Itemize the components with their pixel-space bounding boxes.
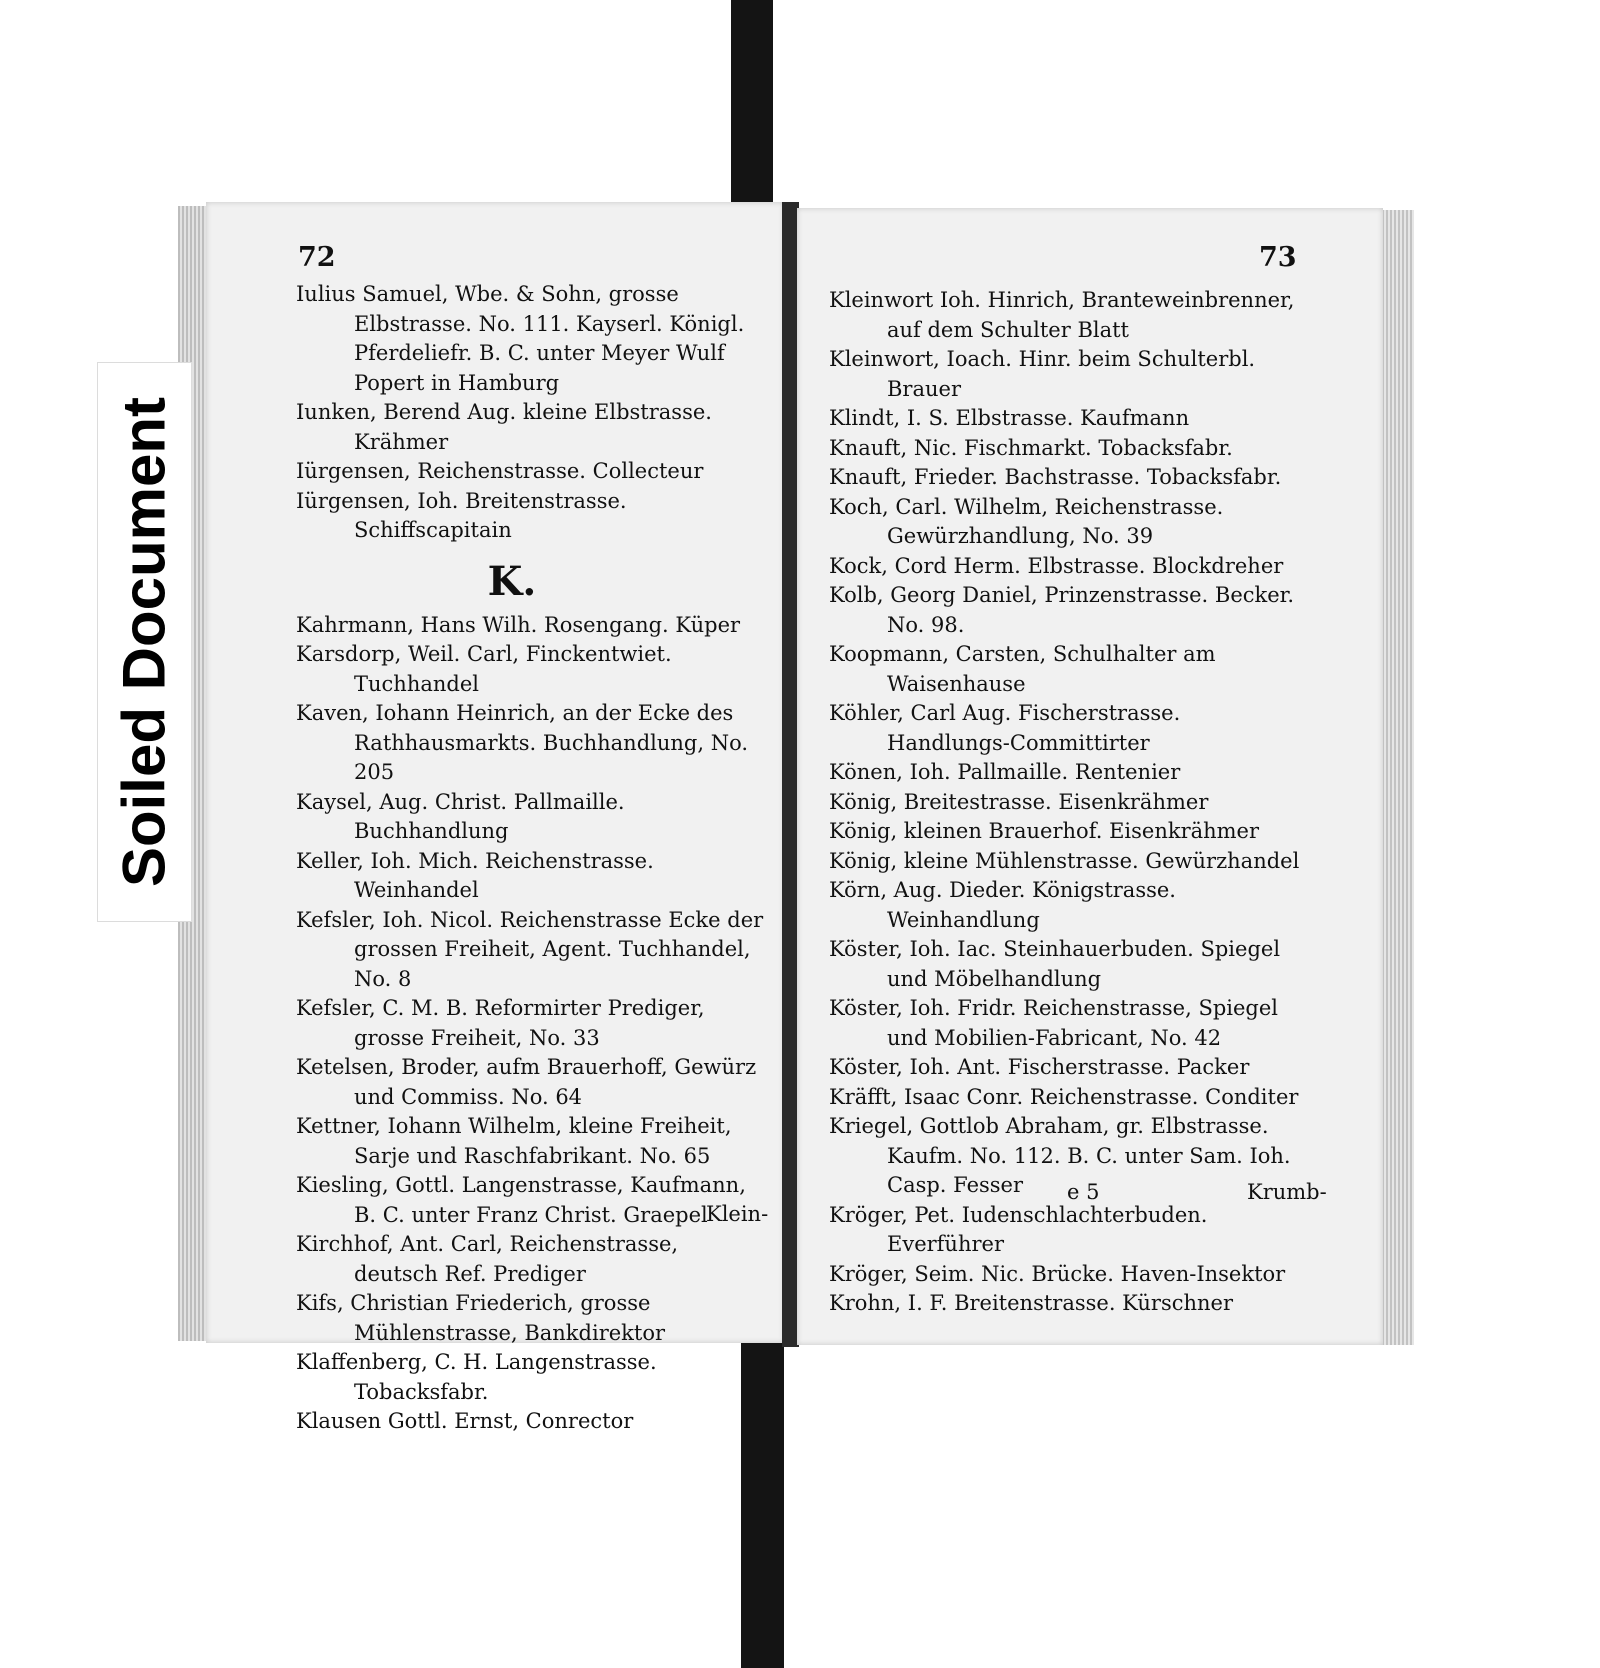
section-letter-heading: K. (487, 557, 537, 605)
directory-entry: Köhler, Carl Aug. Fischerstrasse. Handlungs-Committirter (829, 701, 1181, 755)
directory-entry: Kleinwort, Ioach. Hinr. beim Schulterbl. Brauer (829, 347, 1256, 401)
directory-entry: König, kleine Mühlenstrasse. Gewürzhandel (829, 848, 1300, 873)
directory-entry: Kaven, Iohann Heinrich, an der Ecke des Rathhausmarkts. Buchhandlung, No. 205 (296, 701, 749, 784)
left-page-catchword: Klein- (706, 1202, 769, 1226)
binding-strap-top (731, 0, 773, 215)
directory-entry: Köster, Ioh. Ant. Fischerstrasse. Packer (829, 1055, 1250, 1079)
directory-entry: Körn, Aug. Dieder. Königstrasse. Weinhandlung (829, 878, 1176, 932)
directory-entry: Iürgensen, Ioh. Breitenstrasse. Schiffscapitain (296, 488, 627, 542)
soiled-document-label (97, 362, 192, 922)
directory-entry: Keller, Ioh. Mich. Reichenstrasse. Weinhandel (296, 848, 654, 902)
directory-entry: Köster, Ioh. Fridr. Reichenstrasse, Spiegel und Mobilien-Fabricant, No. 42 (829, 996, 1279, 1050)
directory-entry: Kefsler, Ioh. Nicol. Reichenstrasse Ecke der grossen Freiheit, Agent. Tuchhandel, No. 8 (296, 907, 764, 991)
directory-entry: Kolb, Georg Daniel, Prinzenstrasse. Becker. No. 98. (829, 583, 1295, 637)
directory-entry: Kräfft, Isaac Conr. Reichenstrasse. Conditer (829, 1084, 1299, 1109)
directory-entry: Kröger, Seim. Nic. Brücke. Haven-Insektor (829, 1261, 1286, 1286)
directory-entry: Iürgensen, Reichenstrasse. Collecteur (296, 459, 704, 483)
right-page-entries (829, 286, 1309, 1319)
directory-entry: Kaysel, Aug. Christ. Pallmaille. Buchhandlung (296, 789, 625, 843)
left-page (206, 202, 784, 1433)
right-page (797, 208, 1383, 1345)
right-page-number: 73 (1259, 242, 1297, 273)
directory-entry: Knauft, Nic. Fischmarkt. Tobacksfabr. (829, 435, 1233, 460)
directory-entry: Karsdorp, Weil. Carl, Finckentwiet. Tuchhandel (296, 642, 672, 696)
directory-entry: Kriegel, Gottlob Abraham, gr. Elbstrasse. Kaufm. No. 112. B. C. unter Sam. Ioh. Casp. Fesser (829, 1114, 1291, 1197)
directory-entry: Ketelsen, Broder, aufm Brauerhoff, Gewürz und Commiss. No. 64 (296, 1055, 757, 1109)
directory-entry: Klindt, I. S. Elbstrasse. Kaufmann (829, 406, 1190, 430)
directory-entry: Iulius Samuel, Wbe. & Sohn, grosse Elbstrasse. No. 111. Kayserl. Königl. Pferdeliefr. B. C. unter Meyer Wulf Popert in Hamburg (296, 282, 745, 395)
directory-entry: Kiesling, Gottl. Langenstrasse, Kaufmann, B. C. unter Franz Christ. Graepel (296, 1173, 746, 1227)
directory-entry: Klaffenberg, C. H. Langenstrasse. Tobacksfabr. (296, 1350, 657, 1404)
soiled-document-text: Soiled Document (110, 396, 178, 888)
directory-entry: König, kleinen Brauerhof. Eisenkrähmer (829, 819, 1260, 843)
left-page-entries (296, 280, 768, 1437)
directory-entry: Kröger, Pet. Iudenschlachterbuden. Everführer (829, 1202, 1208, 1256)
directory-entry: König, Breitestrasse. Eisenkrähmer (829, 789, 1209, 814)
right-page-catchword: Krumb- (1247, 1180, 1327, 1204)
directory-entry: Kifs, Christian Friederich, grosse Mühlenstrasse, Bankdirektor (296, 1291, 666, 1345)
printer-signature-mark: e 5 (1067, 1180, 1100, 1204)
directory-entry: Kock, Cord Herm. Elbstrasse. Blockdreher (829, 553, 1284, 578)
left-page-number: 72 (298, 242, 336, 273)
directory-entry: Koch, Carl. Wilhelm, Reichenstrasse. Gewürzhandlung, No. 39 (829, 494, 1224, 548)
directory-entry: Kleinwort Ioh. Hinrich, Branteweinbrenner, auf dem Schulter Blatt (829, 288, 1295, 342)
directory-entry: Köster, Ioh. Iac. Steinhauerbuden. Spiegel und Möbelhandlung (829, 937, 1281, 991)
directory-entry: Iunken, Berend Aug. kleine Elbstrasse. Krähmer (296, 400, 712, 454)
directory-entry: Kettner, Iohann Wilhelm, kleine Freiheit, Sarje und Raschfabrikant. No. 65 (296, 1114, 732, 1168)
directory-entry: Krohn, I. F. Breitenstrasse. Kürschner (829, 1291, 1234, 1315)
directory-entry: Kefsler, C. M. B. Reformirter Prediger, grosse Freiheit, No. 33 (296, 996, 705, 1050)
directory-entry: Koopmann, Carsten, Schulhalter am Waisenhause (829, 642, 1216, 696)
directory-entry: Könen, Ioh. Pallmaille. Rentenier (829, 760, 1181, 784)
directory-entry: Klausen Gottl. Ernst, Conrector (296, 1409, 634, 1433)
directory-entry: Kahrmann, Hans Wilh. Rosengang. Küper (296, 612, 741, 637)
directory-entry: Knauft, Frieder. Bachstrasse. Tobacksfabr. (829, 465, 1282, 489)
directory-entry: Kirchhof, Ant. Carl, Reichenstrasse, deutsch Ref. Prediger (296, 1232, 679, 1286)
